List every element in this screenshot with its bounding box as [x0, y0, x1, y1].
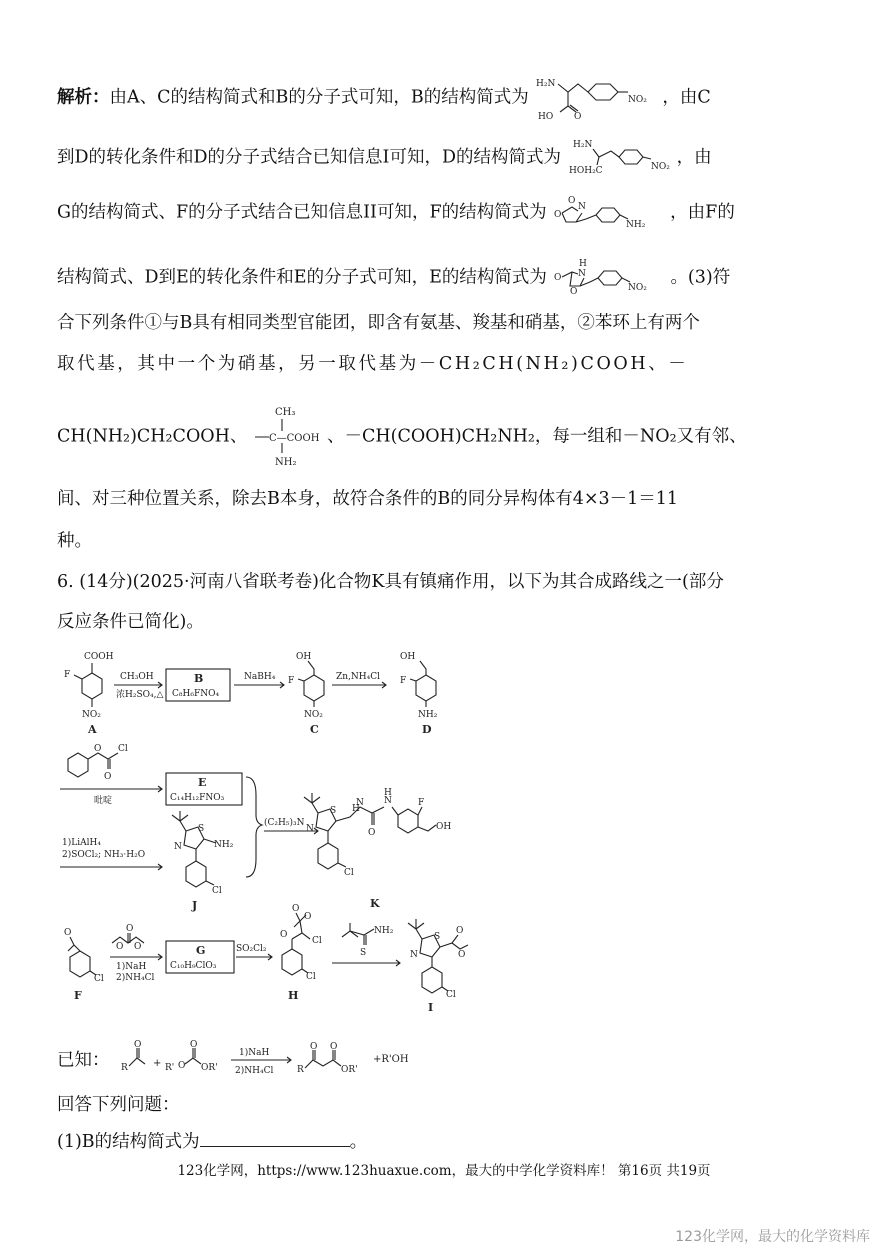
atom-label: F: [400, 676, 407, 686]
condition-text: 1)NaH: [116, 962, 147, 972]
atom-label: O: [126, 924, 134, 934]
formula-G: C₁₀H₉ClO₃: [170, 961, 217, 971]
atom-label: R': [165, 1063, 175, 1073]
analysis-text: ，由C: [662, 87, 711, 108]
condition-text: SO₂Cl₂: [236, 944, 267, 954]
atom-label: O: [330, 1042, 338, 1052]
atom-label: S: [330, 806, 337, 816]
label-G: G: [196, 944, 206, 957]
structure-E: [552, 258, 670, 298]
branched-substituent: [253, 405, 327, 469]
analysis-line-4: [57, 258, 837, 298]
atom-label: Cl: [344, 868, 354, 878]
atom-label: O: [178, 1061, 186, 1071]
question-1-end: 。: [349, 1132, 368, 1152]
atom-label: S: [434, 932, 441, 942]
atom-label: O: [574, 112, 582, 122]
condition-text: 2)SOCl₂; NH₃·H₂O: [62, 850, 146, 860]
analysis-line-6: 取代基，其中一个为硝基，另一取代基为－CH₂CH(NH₂)COOH、－: [57, 354, 689, 374]
analysis-text: ，由F的: [670, 202, 735, 223]
structure-D: [567, 137, 677, 179]
formula-E: C₁₄H₁₂FNO₃: [170, 793, 225, 803]
condition-text: 浓H₂SO₄,△: [116, 690, 164, 700]
atom-label: H: [384, 788, 392, 798]
atom-label: O: [568, 196, 576, 206]
analysis-line-3: [57, 195, 837, 231]
atom-label: H₂N: [572, 140, 592, 150]
atom-label: F: [64, 670, 71, 680]
atom-label: OH: [296, 652, 312, 662]
label-I: I: [428, 1001, 434, 1014]
atom-label: N: [306, 824, 314, 834]
compound-J: [172, 811, 234, 912]
atom-label: O: [116, 942, 124, 952]
atom-label: O: [456, 926, 464, 936]
analysis-text: 结构简式、D到E的转化条件和E的分子式可知，E的结构简式为: [57, 267, 547, 288]
synthesis-scheme: [50, 645, 490, 1015]
analysis-line-9: 种。: [57, 531, 92, 551]
compound-A: [64, 652, 114, 736]
atom-label: NO₂: [628, 283, 648, 293]
compound-K: [304, 788, 451, 910]
atom-label: Cl: [306, 972, 316, 982]
atom-label: O: [280, 930, 288, 940]
atom-label: NH₂: [418, 710, 438, 720]
atom-label: N: [174, 842, 182, 852]
atom-label: NH₂: [374, 926, 394, 936]
question-1-text: (1)B的结构简式为: [57, 1132, 200, 1152]
atom-label: O: [104, 772, 112, 782]
atom-label: N: [578, 269, 587, 279]
atom-label: O: [570, 287, 578, 297]
label-H: H: [288, 989, 299, 1002]
label-D: D: [422, 723, 432, 736]
analysis-text: G的结构简式、F的分子式结合已知信息II可知，F的结构简式为: [57, 202, 547, 223]
atom-label: O: [190, 1040, 198, 1050]
question-line-2: 反应条件已简化)。: [57, 612, 204, 632]
atom-label: Cl: [312, 936, 322, 946]
dimethyl-carbonate: [112, 924, 144, 952]
structure-F: [552, 195, 670, 231]
condition-text: 1)NaH: [239, 1048, 270, 1058]
analysis-line-7: [57, 405, 837, 469]
label-K: K: [370, 897, 380, 910]
condition-text: 1)LiAlH₄: [62, 838, 101, 848]
atom-label: O: [134, 942, 142, 952]
plus-sign: +: [153, 1058, 162, 1069]
atom-label: O: [304, 912, 312, 922]
atom-label: N: [384, 796, 392, 806]
known-reaction-line: [57, 1040, 837, 1082]
atom-label: OH: [436, 822, 452, 832]
atom-label: NH₂: [275, 457, 297, 468]
label-E: E: [198, 776, 207, 789]
condition-text: CH₃OH: [120, 672, 154, 682]
analysis-text: 到D的转化条件和D的分子式结合已知信息I可知，D的结构简式为: [57, 147, 562, 168]
label-F: F: [74, 989, 82, 1002]
compound-D: [400, 652, 438, 736]
label-C: C: [310, 723, 319, 736]
compound-F: [64, 928, 104, 1002]
atom-label: NO₂: [304, 710, 323, 720]
atom-label: O: [458, 950, 466, 960]
atom-label: R: [121, 1063, 128, 1073]
atom-label: O: [554, 210, 562, 220]
atom-label: O: [134, 1040, 142, 1050]
condition-text: 2)NH₄Cl: [235, 1066, 274, 1076]
label-J: J: [192, 899, 198, 912]
atom-label: OH: [400, 652, 416, 662]
known-label: 已知：: [57, 1050, 110, 1071]
compound-C: [288, 652, 324, 736]
atom-label: CH₃: [275, 407, 296, 418]
label-B: B: [194, 672, 204, 685]
atom-label: Cl: [212, 886, 222, 896]
condition-text: NaBH₄: [244, 672, 276, 682]
atom-label: H: [352, 804, 360, 814]
condition-text: Zn,NH₄Cl: [336, 672, 381, 682]
analysis-line-8: 间、对三种位置关系，除去B本身，故符合条件的B的同分异构体有4×3－1＝11: [57, 489, 679, 509]
compound-I: [408, 919, 468, 1014]
analysis-text: ，由: [676, 147, 712, 168]
answer-prompt: 回答下列问题：: [57, 1095, 180, 1115]
analysis-line-1: [57, 72, 837, 124]
analysis-line-2: [57, 137, 837, 179]
atom-label: HO: [538, 112, 554, 122]
atom-label: H: [579, 259, 588, 269]
condition-text: 2)NH₄Cl: [116, 973, 155, 983]
atom-label: S: [198, 824, 205, 834]
atom-label: O: [368, 828, 376, 838]
atom-label: Cl: [446, 990, 456, 1000]
analysis-heading: 解析：: [57, 87, 110, 108]
structure-B: [534, 72, 662, 124]
analysis-line-5: 合下列条件①与B具有相同类型官能团，即含有氨基、羧基和硝基，②苯环上有两个: [57, 313, 700, 333]
atom-label: N: [578, 202, 587, 212]
question-line-1: 6. (14分)(2025·河南八省联考卷)化合物K具有镇痛作用，以下为其合成路线之一(部分: [57, 572, 724, 592]
analysis-text: 、－CH(COOH)CH₂NH₂，每一组和－NO₂又有邻、: [327, 426, 747, 447]
atom-label: O: [292, 904, 300, 914]
condition-text: 吡啶: [94, 796, 113, 806]
atom-label: N: [410, 950, 418, 960]
condition-text: (C₂H₅)₃N: [264, 818, 305, 828]
atom-label: OR': [341, 1065, 358, 1075]
question-1: [57, 1130, 837, 1154]
analysis-text: 由A、C的结构简式和B的分子式可知，B的结构简式为: [109, 87, 529, 108]
atom-label: HOH₂C: [568, 166, 603, 176]
atom-label: NO₂: [650, 162, 670, 172]
analysis-text: CH(NH₂)CH₂COOH、: [57, 426, 248, 447]
answer-blank[interactable]: [200, 1130, 350, 1147]
atom-label: O: [64, 928, 72, 938]
phenyl-chloroformate: [68, 744, 128, 782]
label-A: A: [88, 723, 97, 736]
atom-label: NO₂: [628, 95, 648, 105]
byproduct: +R'OH: [373, 1054, 409, 1065]
atom-label: N: [356, 798, 364, 808]
atom-label: Cl: [94, 974, 104, 984]
atom-label: S: [360, 948, 367, 958]
atom-label: OR': [201, 1063, 218, 1073]
compound-H: [280, 904, 322, 1002]
atom-label: NH₂: [626, 220, 646, 230]
atom-label: H₂N: [536, 79, 556, 89]
watermark: 123化学网，最大的化学资料库: [675, 1229, 870, 1245]
atom-label: F: [418, 798, 425, 808]
atom-label: Cl: [118, 744, 128, 754]
atom-label: NH₂: [214, 840, 234, 850]
atom-label: NO₂: [82, 710, 101, 720]
atom-label: O: [310, 1042, 318, 1052]
atom-label: COOH: [84, 652, 114, 662]
thioamide-reagent: [342, 923, 394, 958]
atom-label: C—COOH: [269, 433, 320, 444]
known-reaction: [115, 1040, 445, 1082]
analysis-text: 。(3)符: [670, 267, 731, 288]
page-footer: 123化学网，https://www.123huaxue.com，最大的中学化学资料库！ 第16页 共19页: [177, 1163, 711, 1179]
atom-label: O: [94, 744, 102, 754]
atom-label: R: [297, 1065, 304, 1075]
atom-label: F: [288, 676, 295, 686]
atom-label: O: [554, 273, 562, 283]
formula-B: C₈H₆FNO₄: [172, 689, 220, 699]
